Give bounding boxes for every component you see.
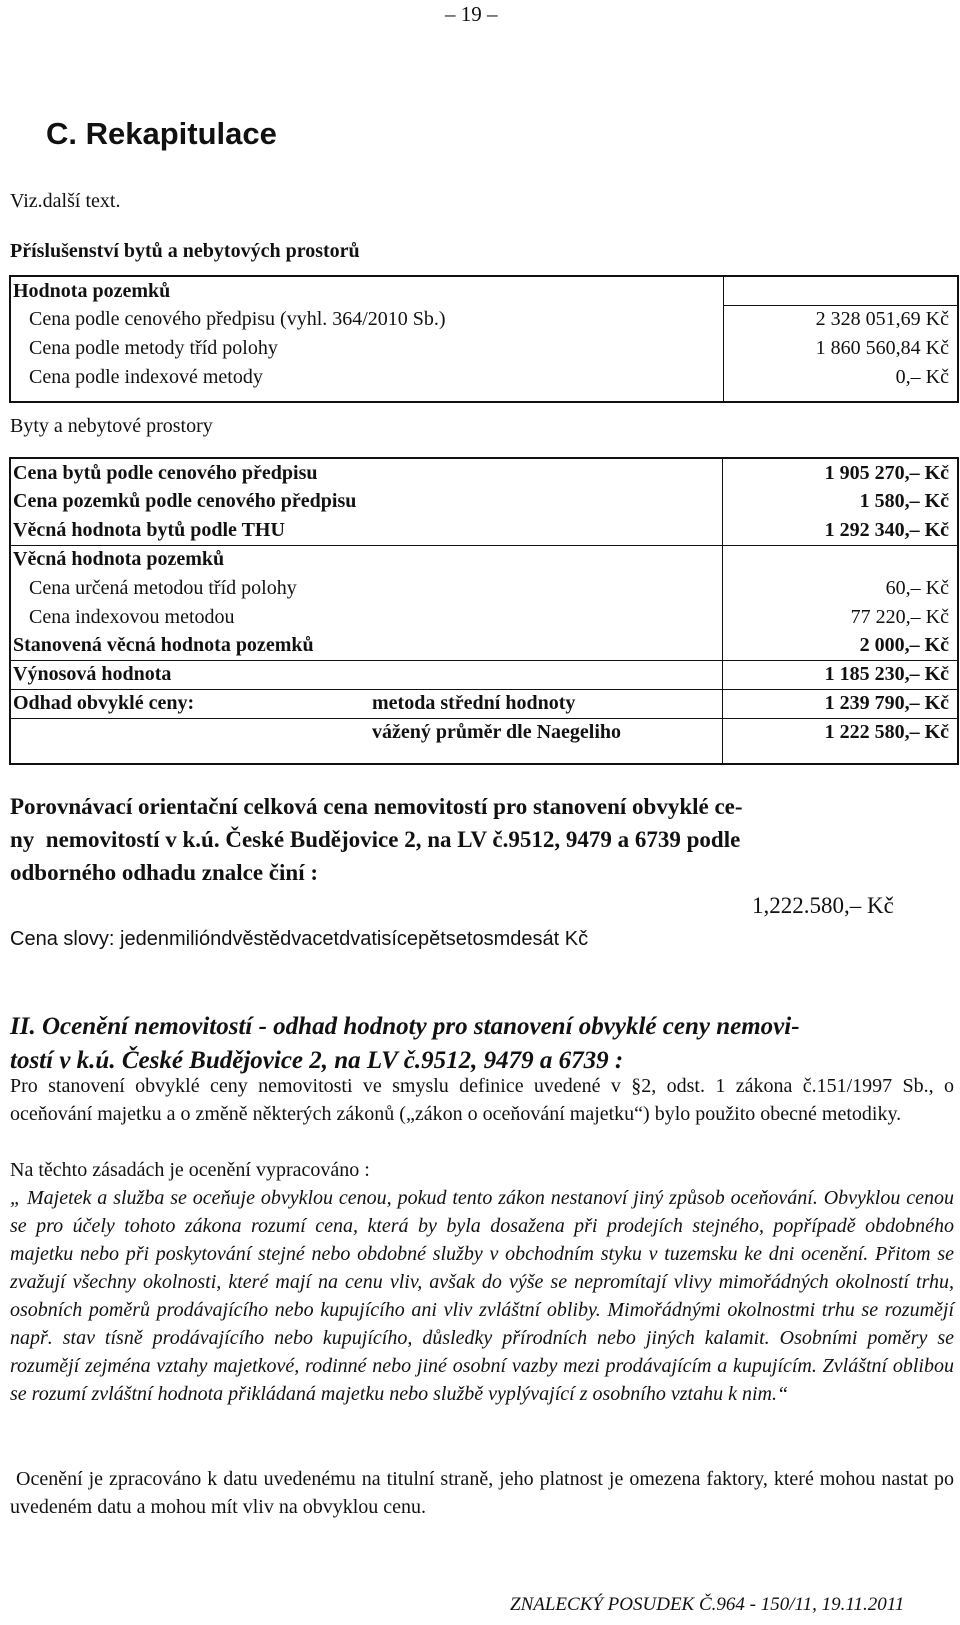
table-row (11, 689, 957, 718)
row-value: 77 220,– Kč (850, 606, 949, 628)
row-value: 0,– Kč (895, 366, 949, 388)
section-heading: C. Rekapitulace (46, 116, 277, 151)
principles-intro: Na těchto zásadách je ocenění vypracováno : (10, 1159, 370, 1181)
row-label: Cena indexovou metodou (29, 606, 235, 628)
section-ii-title-line: tostí v k.ú. České Budějovice 2, na LV č.9512, 9479 a 6739 : (10, 1047, 624, 1074)
row-label: Výnosová hodnota (13, 663, 172, 685)
row-label: Odhad obvyklé ceny: (13, 692, 195, 714)
table-row (11, 334, 957, 363)
table-row (11, 603, 957, 632)
row-label: Cena podle indexové metody (29, 366, 263, 388)
row-value: 1 860 560,84 Kč (815, 337, 949, 359)
table-row (11, 545, 957, 574)
comparison-paragraph (10, 790, 954, 889)
row-label: Cena určená metodou tříd polohy (29, 577, 297, 599)
table-row (11, 459, 957, 488)
comparison-amount: 1,222.580,– Kč (752, 893, 894, 918)
row-value: 2 000,– Kč (859, 634, 949, 656)
comparison-line: ny nemovitostí v k.ú. České Budějovice 2, na LV č.9512, 9479 a 6739 podle (10, 827, 741, 852)
table-row (11, 574, 957, 603)
price-in-words: Cena slovy: jedenmilióndvěstědvacetdvatisícepětsetosmdesát Kč (10, 928, 589, 950)
page-footer: ZNALECKÝ POSUDEK Č.964 - 150/11, 19.11.2011 (510, 1594, 905, 1615)
row-label: Cena podle cenového předpisu (vyhl. 364/2010 Sb.) (29, 308, 446, 330)
section-ii-title-line: II. Ocenění nemovitostí - odhad hodnoty pro stanovení obvyklé ceny nemovi- (10, 1013, 800, 1040)
table-row (11, 363, 957, 392)
row-value: 1 905 270,– Kč (824, 462, 949, 484)
row-method: vážený průměr dle Naegeliho (372, 721, 622, 743)
row-value: 60,– Kč (885, 577, 949, 599)
page-number: – 19 – (445, 2, 498, 26)
row-value: 1 580,– Kč (859, 490, 949, 512)
table-row (11, 305, 957, 334)
row-label: Stanovená věcná hodnota pozemků (13, 634, 314, 656)
row-value: 1 292 340,– Kč (824, 519, 949, 541)
row-method: metoda střední hodnoty (372, 692, 576, 714)
row-label: Věcná hodnota bytů podle THU (13, 519, 285, 541)
methodology-paragraph: Pro stanovení obvyklé ceny nemovitosti ve smyslu definice uvedené v §2, odst. 1 zákona č.151/1997 Sb., o oceňování majetku a o změně některých zákonů („zákon o oceňování majetku“) bylo použito obecné metodiky. (10, 1075, 954, 1125)
row-label: Cena podle metody tříd polohy (29, 337, 278, 359)
land-value-table (9, 275, 959, 403)
table-row (11, 718, 957, 747)
section-ii-title (10, 1010, 954, 1078)
row-label: Věcná hodnota pozemků (13, 548, 225, 570)
flats-title: Byty a nebytové prostory (10, 415, 213, 437)
validity-paragraph: Ocenění je zpracováno k datu uvedenému na titulní straně, jeho platnost je omezena faktory, které mohou nastat po uvedeném datu a mohou mít vliv na obvyklou cenu. (10, 1468, 959, 1518)
row-label: Cena pozemků podle cenového předpisu (13, 490, 357, 512)
land-table-title: Hodnota pozemků (13, 280, 171, 302)
table-row (11, 516, 957, 545)
flats-value-table (9, 457, 959, 765)
table-row (11, 277, 957, 306)
law-quote: „ Majetek a služba se oceňuje obvyklou cenou, pokud tento zákon nestanoví jiný způsob oceňování. Obvyklou cenou se pro účely tohoto zákona rozumí cena, která by byla dosažena při prodejích stejného, popřípadě obdobného majetku nebo při poskytování stejné nebo obdobné služby v obchodním styku v tuzemsku ke dni ocenění. Přitom se zvažují všechny okolnosti, které mají na cenu vliv, avšak do výše se nepromítají vlivy mimořádných okolností trhu, osobních poměrů prodávajícího nebo kupujícího ani vliv zvláštní obliby. Mimořádnými okolnostmi trhu se rozumějí např. stav tísně prodávajícího nebo kupujícího, důsledky přírodních nebo jiných kalamit. Osobními poměry se rozumějí zejména vztahy majetkové, rodinné nebo jiné osobní vazby mezi prodávajícím a kupujícím. Zvláštní oblibou se rozumí zvláštní hodnota přikládaná majetku nebo službě vyplývající z osobního vztahu k nim.“ (10, 1187, 954, 1405)
row-label: Cena bytů podle cenového předpisu (13, 462, 318, 484)
comparison-line: Porovnávací orientační celková cena nemovitostí pro stanovení obvyklé ce- (10, 794, 743, 819)
row-value: 1 222 580,– Kč (824, 721, 949, 743)
accessories-title: Příslušenství bytů a nebytových prostorů (10, 240, 360, 262)
table-row (11, 660, 957, 689)
row-value: 1 185 230,– Kč (824, 663, 949, 685)
row-value: 2 328 051,69 Kč (815, 308, 949, 330)
row-value: 1 239 790,– Kč (824, 692, 949, 714)
see-next-text: Viz.další text. (10, 190, 121, 212)
comparison-line: odborného odhadu znalce činí : (10, 860, 318, 885)
table-row (11, 487, 957, 516)
table-row (11, 631, 957, 660)
